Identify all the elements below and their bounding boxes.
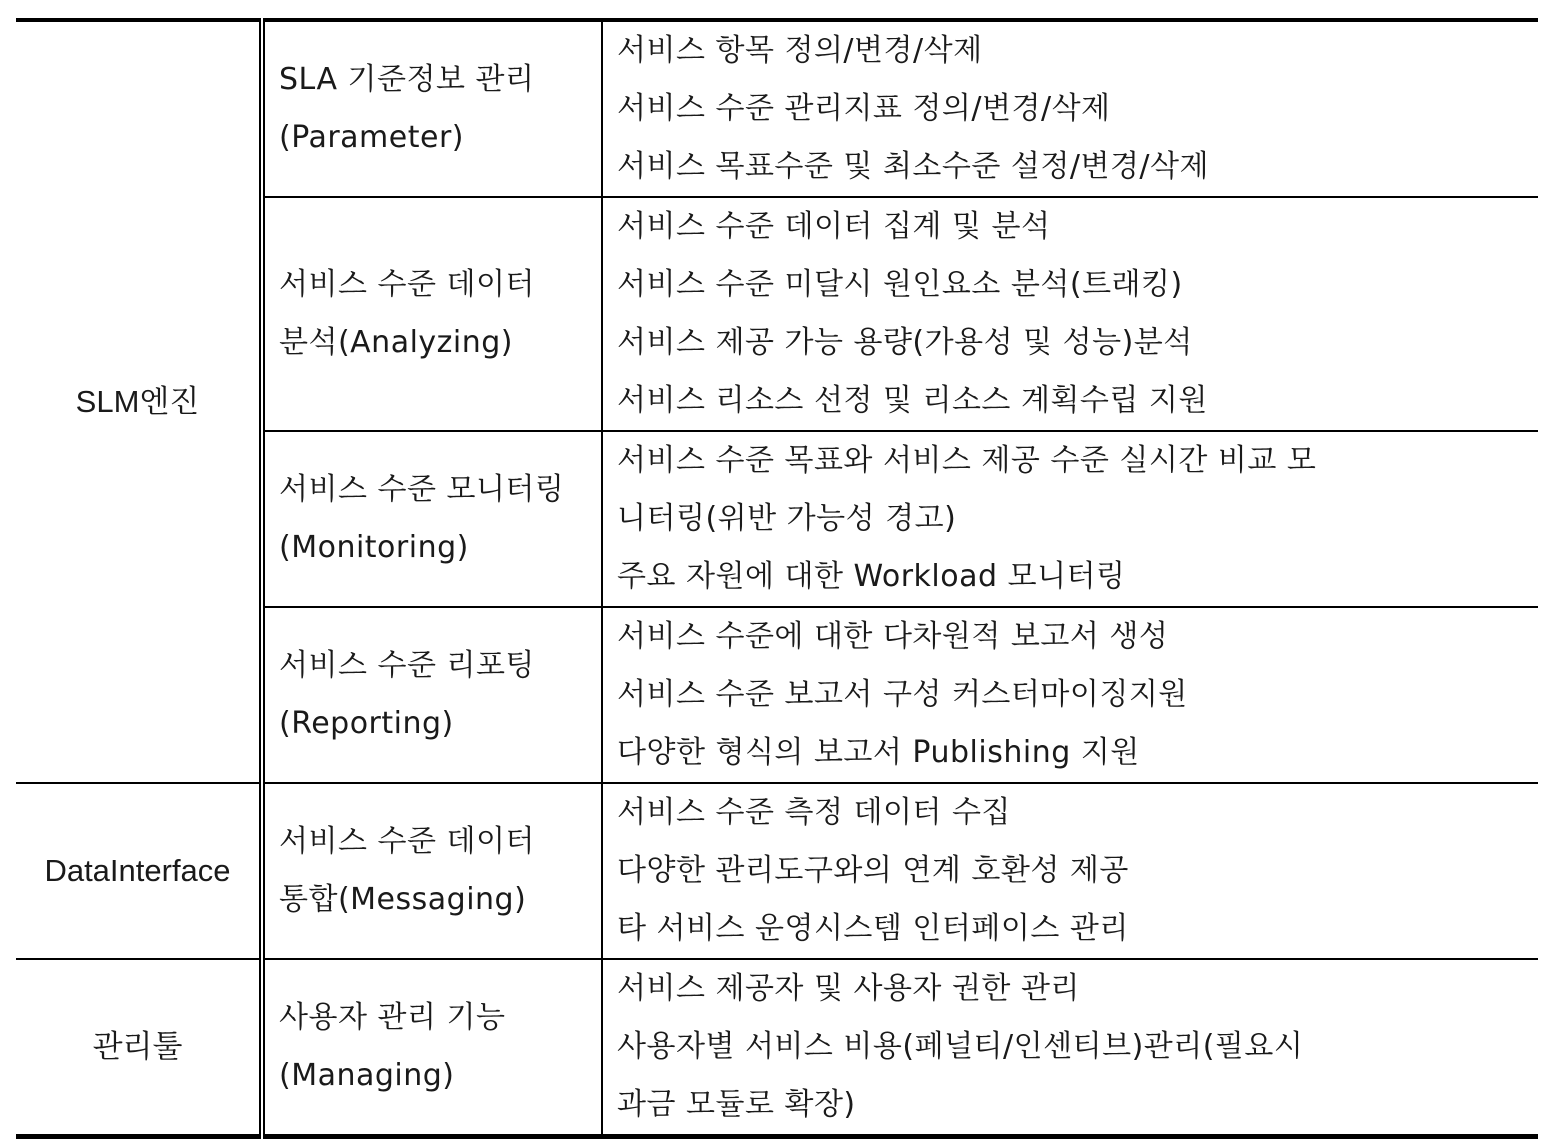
detail-line: 타 서비스 운영시스템 인터페이스 관리 (617, 911, 1129, 946)
function-name-cell (262, 607, 602, 783)
detail-line: 사용자별 서비스 비용(페널티/인센티브)관리(필요시 (617, 1029, 1304, 1064)
function-name-line: 서비스 수준 데이터 (279, 824, 535, 859)
detail-line: 서비스 리소스 선정 및 리소스 계획수립 지원 (617, 383, 1208, 418)
detail-line: 서비스 목표수준 및 최소수준 설정/변경/삭제 (617, 149, 1209, 184)
detail-line: 주요 자원에 대한 Workload 모니터링 (617, 559, 1126, 594)
function-name-line: 서비스 수준 데이터 (279, 267, 535, 302)
function-name-line: (Monitoring) (279, 530, 469, 565)
table-row (16, 783, 1538, 959)
function-name-line: 통합(Messaging) (279, 882, 527, 917)
detail-line: 니터링(위반 가능성 경고) (617, 501, 957, 536)
detail-cell (602, 197, 1538, 431)
table-row (16, 20, 1538, 197)
detail-line: 서비스 수준 데이터 집계 및 분석 (617, 209, 1051, 244)
function-name-line: SLA 기준정보 관리 (279, 62, 535, 97)
function-name-line: 서비스 수준 리포팅 (279, 648, 535, 683)
detail-line: 서비스 수준 미달시 원인요소 분석(트래킹) (617, 267, 1183, 302)
category-cell: SLM엔진 (16, 20, 262, 783)
function-name-line: 사용자 관리 기능 (279, 1000, 506, 1035)
detail-cell (602, 959, 1538, 1137)
detail-line: 서비스 수준 측정 데이터 수집 (617, 795, 1011, 830)
detail-line: 서비스 수준 관리지표 정의/변경/삭제 (617, 91, 1111, 126)
detail-line: 서비스 수준 보고서 구성 커스터마이징지원 (617, 677, 1188, 712)
function-name-line: (Managing) (279, 1058, 455, 1093)
function-name-cell (262, 783, 602, 959)
detail-cell (602, 431, 1538, 607)
detail-line: 서비스 수준에 대한 다차원적 보고서 생성 (617, 619, 1169, 654)
slm-function-table (16, 18, 1538, 1139)
function-name-cell (262, 197, 602, 431)
detail-line: 서비스 제공 가능 용량(가용성 및 성능)분석 (617, 325, 1193, 360)
table-row (16, 959, 1538, 1137)
detail-cell (602, 607, 1538, 783)
function-table (16, 18, 1538, 1139)
function-name-line: 서비스 수준 모니터링 (279, 472, 565, 507)
function-name-cell (262, 431, 602, 607)
category-cell: DataInterface (16, 783, 262, 959)
function-name-cell (262, 20, 602, 197)
function-name-cell (262, 959, 602, 1137)
detail-line: 서비스 제공자 및 사용자 권한 관리 (617, 971, 1080, 1006)
detail-line: 과금 모듈로 확장) (617, 1087, 856, 1122)
function-name-line: (Reporting) (279, 706, 454, 741)
detail-cell (602, 783, 1538, 959)
function-name-line: 분석(Analyzing) (279, 325, 514, 360)
detail-line: 다양한 관리도구와의 연계 호환성 제공 (617, 853, 1129, 888)
category-cell: 관리툴 (16, 959, 262, 1137)
detail-line: 서비스 항목 정의/변경/삭제 (617, 33, 983, 68)
detail-line: 서비스 수준 목표와 서비스 제공 수준 실시간 비교 모 (617, 443, 1317, 478)
detail-cell (602, 20, 1538, 197)
detail-line: 다양한 형식의 보고서 Publishing 지원 (617, 735, 1140, 770)
function-name-line: (Parameter) (279, 120, 464, 155)
